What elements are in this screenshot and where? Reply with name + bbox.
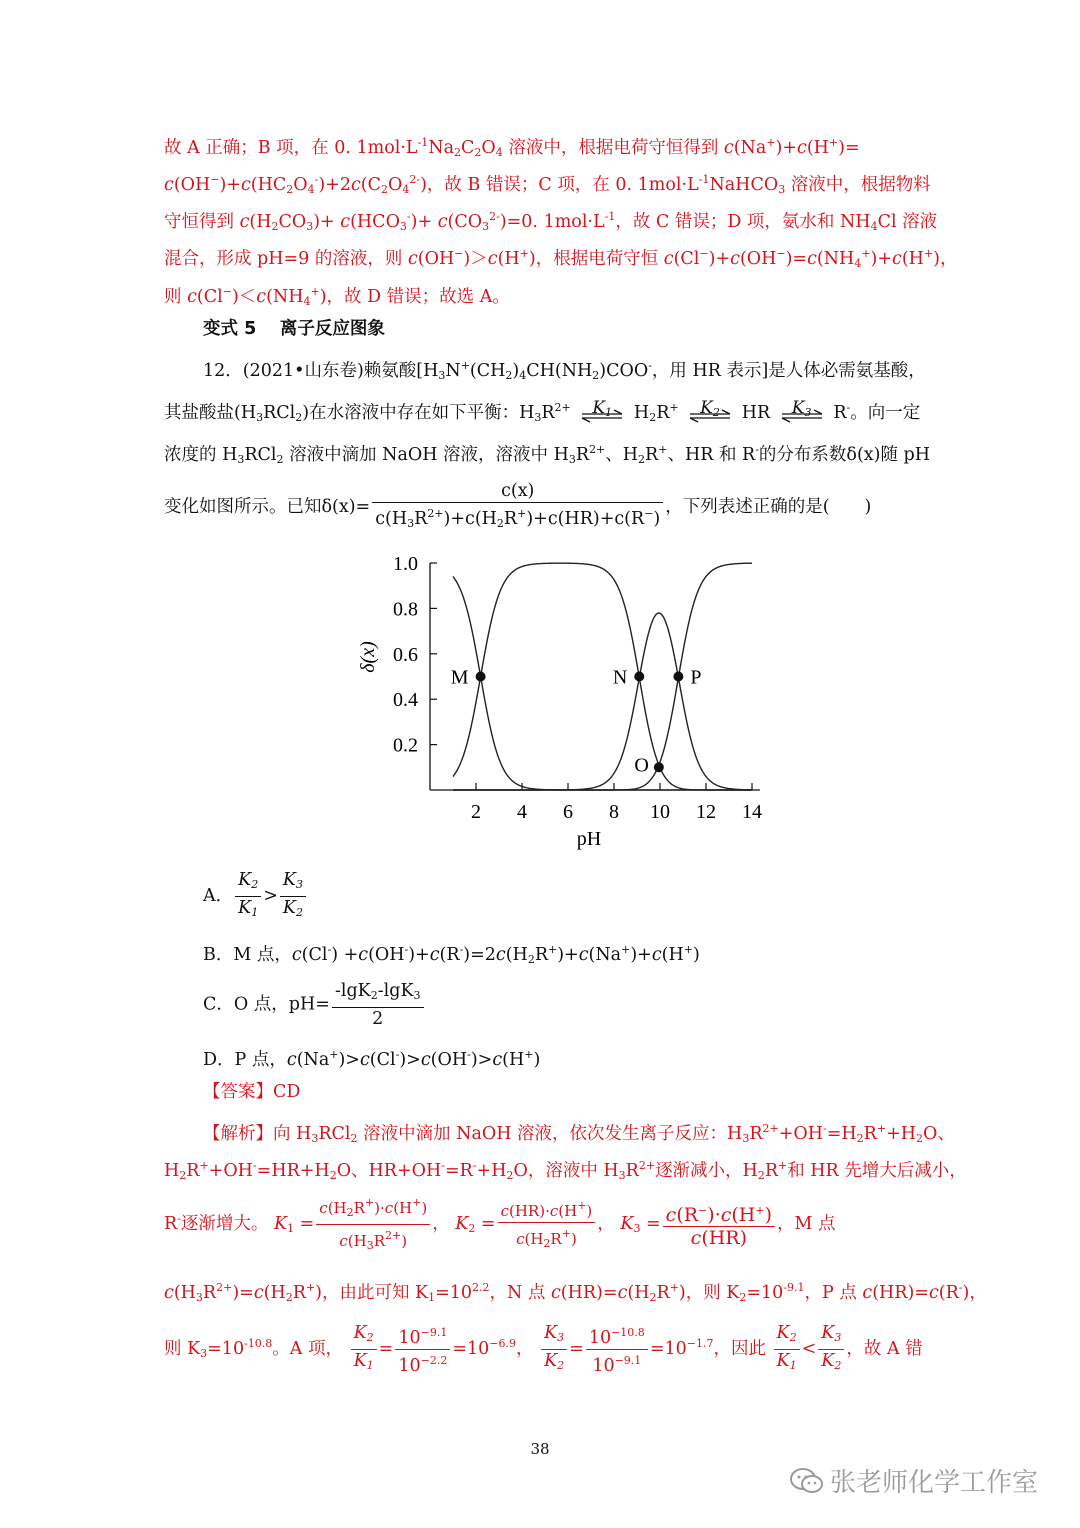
point-M [476,672,486,682]
intro-line-1: 故 A 正确；B 项，在 0. $1mol\cdot L^{-1}Na_2C_2O_4$ 溶液中，根据电荷守恒得到 c(Na+)+c(H+)= [164,136,860,159]
point-label-O: O [634,754,649,777]
watermark: 张老师化学工作室 [790,1462,1038,1499]
option-b: B．M 点，$c(Cl^-) +c(OH^-)+c(R^-)=2c(H_2R^+)+c(Na^+)+c(H^+)$ [203,943,700,966]
x-tick-label: 14 [742,801,762,823]
equilibrium-arrow-1: $K_1$ [580,402,624,426]
question-line-4: 变化如图所示。已知δ(x)= $\frac{c(x)}{c(H_3R^{2+})+c(H_2R^+)+c(HR)+c(R^-)}$ ，下列表述正确的是( ) [164,480,871,535]
point-label-P: P [690,666,702,689]
x-tick-label: 12 [696,801,716,823]
point-label-N: N [612,666,628,689]
question-line-2: 其盐酸盐$(H_3RCl_2)$在水溶液中存在如下平衡：$H_3R^{2+}$ $K_1$ $H_2R^+$ $K_2$ HR $K_3$ R-。向一定 [164,397,921,424]
y-tick-label: 0.6 [393,643,418,666]
delta-definition-fraction: $\frac{c(x)}{c(H_3R^{2+})+c(H_2R^+)+c(HR)+c(R^-)}$ [372,480,663,535]
y-tick-label: 0.8 [393,598,418,621]
x-tick-label: 8 [609,801,619,823]
option-c: C．O 点，pH= $\frac{-\lg K_2-\lg K_3}{2}$ [203,980,426,1030]
analysis-line-3: R-逐渐增大。 $K_1$ = $\frac{c(H_2R^+)\cdot c(H^+)}{c(H_3R^{2+})}$ ， $K_2$ = $\frac{c(HR)\cdot c(H^+)}{c(H_2R^+)}$ ， $K_3$ = $\frac{c(R^-)\cdot c(H^+)}{c(HR)}$ ，M 点 [164,1192,835,1257]
analysis-line-4: $c(H_3R^{2+})=c(H_2R^+)$，由此可知 $K_1=10^{2.2}$，N 点 $c(HR)=c(H_2R^+)$，则 $K_2=10^{-9.1}$，P 点 c(HR)=c(R-)， [164,1281,987,1304]
x-tick-label: 10 [650,801,670,823]
analysis-line-1: 【解析】向 $H_3RCl_2$ 溶液中滴加 NaOH 溶液，依次发生离子反应：$H_3R^{2+}+OH^-=H_2R^++H_2O$、 [203,1122,955,1145]
curve-HR [450,613,752,790]
point-N [634,672,644,682]
x-tick-label: 6 [563,801,573,823]
point-label-M: M [450,666,469,689]
intro-line-5: 则 $c(Cl^-)<c(NH_4^+)$，故 D 错误；故选 A。 [164,285,510,308]
answer: 【答案】CD [203,1082,301,1102]
point-O [654,762,664,772]
intro-line-4: 混合，形成 pH=9 的溶液，则 c(OH−)＞c(H+)，根据电荷守恒 $c(Cl^-)+c(OH^-)=c(NH_4^+)+c(H^+)$， [164,247,958,270]
y-axis-label: δ(x) [357,641,379,673]
wechat-icon [790,1467,824,1495]
x-tick-label: 2 [471,801,481,823]
x-tick-label: 4 [517,801,527,823]
analysis-line-5: 则 $K_3=10^{-10.8}$。A 项， $\frac{K_2}{K_1}$ = $\frac{10^{-9.1}}{10^{-2.2}}$ $=10^{-6.9}$， $\frac{K_3}{K_2}$ = $\frac{10^{-10.8}}{10^{-9.1}}$ $=10^{-1.7}$，因此 $\frac{K_2}{K_1}$ < $\frac{K_3}{K_2}$ ，故 A 错 [164,1323,923,1376]
section-title: 变式 5 离子反应图象 [203,319,385,339]
option-a: A． $\frac{K_2}{K_1}$ > $\frac{K_3}{K_2}$ [203,869,308,924]
curve-H3R2plus [450,576,752,790]
option-d: D．P 点，c(Na+)>c(Cl-)>c(OH-)>c(H+) [203,1048,541,1070]
x-axis-label: pH [576,828,602,850]
point-P [673,672,683,682]
equilibrium-arrow-3: $K_3$ [780,402,824,426]
y-tick-label: 0.2 [393,734,418,757]
equilibrium-arrow-2: $K_2$ [688,402,732,426]
page-number: 38 [530,1440,550,1458]
analysis-line-2: $H_2R^++OH^-=HR+H_2O$、$HR+OH^-=R^-+H_2O$，溶液中 $H_3R^{2+}$逐渐减小，$H_2R^+$和 HR 先增大后减小， [164,1159,967,1182]
question-line-3: 浓度的 $H_3RCl_2$ 溶液中滴加 NaOH 溶液，溶液中 $H_3R^{2+}$、$H_2R^+$、HR 和 R-的分布系数δ(x)随 pH [164,443,931,466]
intro-line-3: 守恒得到 $c(H_2CO_3)+ c(HCO_3^-)+ c(CO_3^{2-})=0$. $1mol\cdot L^{-1}$，故 C 错误；D 项，氨水和 $NH_4Cl$ 溶液 [164,210,938,233]
distribution-coefficient-chart [350,545,780,855]
y-tick-label: 1.0 [393,553,418,575]
y-tick-label: 0.4 [393,689,418,712]
intro-line-2: $c(OH^-)+c(HC_2O_4^-)+2c(C_2O_4^{2-})$，故 B 错误；C 项，在 0. $1mol\cdot L^{-1}NaHCO_3$ 溶液中，根据物料 [164,173,931,196]
question-line-1: 12．(2021•山东卷)赖氨酸[$H_3N^+(CH_2)_4CH(NH_2)COO^-$，用 HR 表示]是人体必需氨基酸， [203,359,926,382]
